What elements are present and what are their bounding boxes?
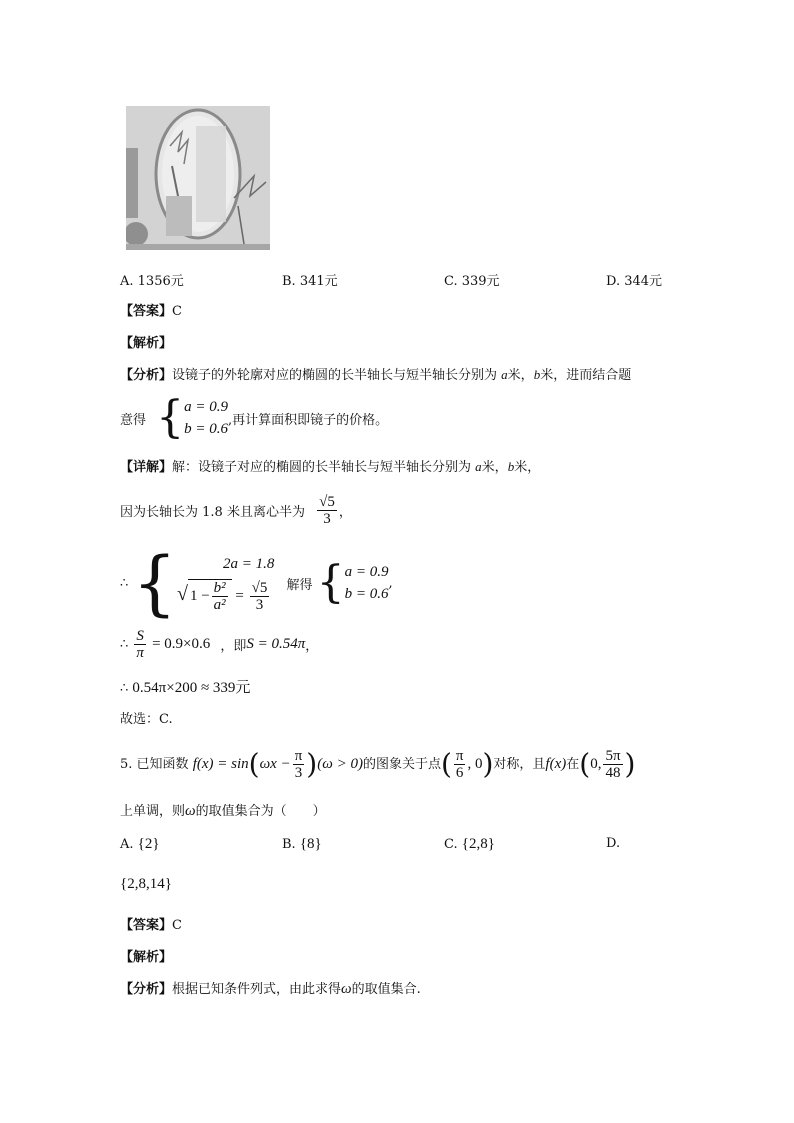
pi: π bbox=[455, 748, 464, 764]
sqrt5-over-3 bbox=[250, 580, 270, 613]
q5-option-d: {2,8,14} bbox=[120, 876, 172, 892]
detail-text: 解：设镜子对应的椭圆的长半轴长与短半轴长分别为 bbox=[172, 460, 472, 475]
three: 3 bbox=[293, 764, 305, 781]
q4-answer bbox=[120, 300, 182, 319]
detail-mid: 米， bbox=[481, 460, 508, 475]
q5-line2-end: 的取值集合为（ ） bbox=[195, 804, 326, 819]
solve-label: 解得 bbox=[286, 577, 313, 593]
q4-detail-area bbox=[120, 628, 318, 661]
detail-end: 米， bbox=[514, 460, 541, 475]
q5-option-b bbox=[282, 836, 322, 853]
detail-line2-text: 因为长轴长为 1.8 米且离心半为 bbox=[120, 505, 305, 520]
q5-func: f(x) = sin bbox=[192, 756, 249, 772]
answer-value: C bbox=[172, 918, 182, 933]
paren: ( bbox=[440, 747, 452, 781]
ecc-numerator: √5 bbox=[319, 494, 335, 510]
q5-omega: ω bbox=[341, 981, 352, 997]
q5-line2-text: 上单调，则 bbox=[120, 804, 186, 819]
paren: ( bbox=[248, 747, 260, 781]
analysis-text: 根据已知条件列式，由此求得 bbox=[172, 982, 342, 997]
sqrt-pre: 1 − bbox=[189, 587, 210, 604]
answer-label: 【答案】 bbox=[120, 918, 173, 933]
option-value: {2,8} bbox=[461, 836, 495, 852]
q5-option-a bbox=[120, 836, 160, 853]
mirror-photo bbox=[126, 106, 270, 250]
var-b: b bbox=[507, 459, 515, 474]
option-value: {8} bbox=[299, 836, 322, 852]
pi: π bbox=[136, 645, 144, 661]
var-a: a bbox=[475, 459, 482, 474]
q5-fx: f(x) bbox=[545, 756, 567, 772]
q5-5pi-over-48 bbox=[603, 748, 622, 781]
area-s: S = 0.54π bbox=[246, 636, 306, 652]
answer-value: C bbox=[172, 304, 182, 319]
a2: a² bbox=[213, 597, 226, 613]
detail-line2-end: ， bbox=[338, 505, 352, 520]
brace: { bbox=[156, 392, 185, 443]
q4-option-a: A. 1356元 bbox=[120, 274, 184, 289]
q5-text3: 对称，且 bbox=[493, 757, 546, 772]
s: S bbox=[136, 628, 144, 644]
area-tail: ，即 bbox=[220, 639, 247, 654]
analysis-mid: 米， bbox=[507, 368, 534, 383]
option-label: B. bbox=[282, 837, 296, 852]
analysis-line2-post: ,再计算面积即镜子的价格。 bbox=[228, 412, 389, 428]
mirror-photo-image bbox=[126, 106, 270, 250]
forty-eight: 48 bbox=[603, 764, 622, 781]
option-label: A. bbox=[120, 837, 134, 852]
paren: ) bbox=[482, 747, 494, 781]
five-pi: 5π bbox=[605, 748, 621, 764]
sys-eq-a: a = 0.9 bbox=[184, 399, 229, 415]
therefore-symbol: ∴ bbox=[120, 637, 129, 652]
q4-detail-price bbox=[120, 676, 250, 697]
q4-detail-line1 bbox=[120, 456, 540, 475]
paren: ) bbox=[306, 747, 318, 781]
solution-equations bbox=[345, 561, 389, 605]
q4-analysis-line1 bbox=[120, 364, 631, 383]
s-over-pi bbox=[134, 628, 146, 661]
q4-option-b: B. 341元 bbox=[282, 274, 338, 289]
answer-label: 【答案】 bbox=[120, 304, 173, 319]
detail-label: 【详解】 bbox=[120, 460, 173, 475]
analysis-end: 的取值集合. bbox=[351, 982, 421, 997]
q5-omega: ω bbox=[185, 803, 196, 819]
analysis-text: 设镜子的外轮廓对应的椭圆的长半轴长与短半轴长分别为 bbox=[172, 368, 498, 383]
q5-option-c bbox=[444, 836, 495, 853]
six: 6 bbox=[454, 764, 466, 781]
var-b: b bbox=[533, 367, 541, 382]
area-end: ， bbox=[305, 639, 319, 654]
q5-answer bbox=[120, 914, 182, 933]
system-equations bbox=[184, 396, 228, 440]
therefore-symbol: ∴ bbox=[120, 681, 129, 696]
q5-pt-tail: , 0 bbox=[467, 756, 483, 772]
q4-analysis-heading: 【解析】 bbox=[120, 336, 173, 351]
q5-analysis bbox=[120, 978, 421, 998]
q4-option-d: D. 344元 bbox=[606, 274, 663, 289]
q4-option-c: C. 339元 bbox=[444, 274, 500, 289]
paren: ( bbox=[579, 747, 591, 781]
q4-detail-system bbox=[120, 542, 393, 624]
q5-text1: 已知函数 bbox=[136, 757, 189, 772]
option-value: {2} bbox=[137, 836, 160, 852]
option-label: C. bbox=[444, 837, 458, 852]
sqrt5: √5 bbox=[251, 580, 268, 596]
brace: { bbox=[316, 557, 345, 608]
therefore-symbol: ∴ bbox=[120, 575, 129, 591]
detail-equations bbox=[177, 553, 274, 613]
analysis-line2-pre: 意得 bbox=[120, 412, 147, 428]
q5-cond: (ω > 0) bbox=[317, 756, 363, 772]
q4-choose: 故选：C. bbox=[120, 712, 173, 727]
q5-pi-over-3 bbox=[293, 748, 305, 781]
sol-a: a = 0.9 bbox=[344, 564, 389, 580]
analysis-label: 【分析】 bbox=[120, 368, 173, 383]
sol-b: b = 0.6 bbox=[344, 586, 389, 602]
q5-analysis-heading: 【解析】 bbox=[120, 950, 173, 965]
b2-over-a2 bbox=[212, 580, 228, 613]
q5-option-d-label: D. bbox=[606, 836, 621, 851]
q4-detail-line2 bbox=[120, 494, 352, 527]
paren: ) bbox=[624, 747, 636, 781]
eccentricity-fraction bbox=[317, 494, 337, 527]
pi: π bbox=[294, 748, 303, 764]
eq-2a: 2a = 1.8 bbox=[222, 556, 275, 572]
sol-end: , bbox=[388, 575, 393, 591]
three: 3 bbox=[250, 596, 270, 613]
ecc-denominator: 3 bbox=[317, 510, 337, 527]
q4-analysis-line2 bbox=[120, 392, 389, 443]
eq-eccentricity: √ 1 − $\frac{\text{b²}}{\text{a²}}$ = $\frac{√5}{3}$ bbox=[176, 580, 268, 613]
q5-number: 5. bbox=[120, 757, 133, 772]
sys-eq-b: b = 0.6 bbox=[184, 421, 229, 437]
area-rhs: = 0.9×0.6 bbox=[152, 636, 211, 652]
q5-pi-over-6 bbox=[454, 748, 466, 781]
q5-arg-pre: ωx − bbox=[259, 756, 291, 772]
q5-line2 bbox=[120, 800, 326, 820]
brace: { bbox=[132, 542, 177, 624]
price-expression: 0.54π×200 ≈ 339元 bbox=[132, 680, 251, 696]
q5-stem bbox=[120, 742, 635, 786]
q5-int-pre: 0, bbox=[590, 756, 602, 772]
b2: b² bbox=[213, 580, 226, 596]
q5-text2: 的图象关于点 bbox=[362, 757, 441, 772]
equals: = bbox=[235, 587, 244, 604]
analysis-label: 【分析】 bbox=[120, 982, 173, 997]
analysis-end: 米，进而结合题 bbox=[540, 368, 632, 383]
q5-text4: 在 bbox=[566, 757, 580, 772]
var-a: a bbox=[501, 367, 508, 382]
